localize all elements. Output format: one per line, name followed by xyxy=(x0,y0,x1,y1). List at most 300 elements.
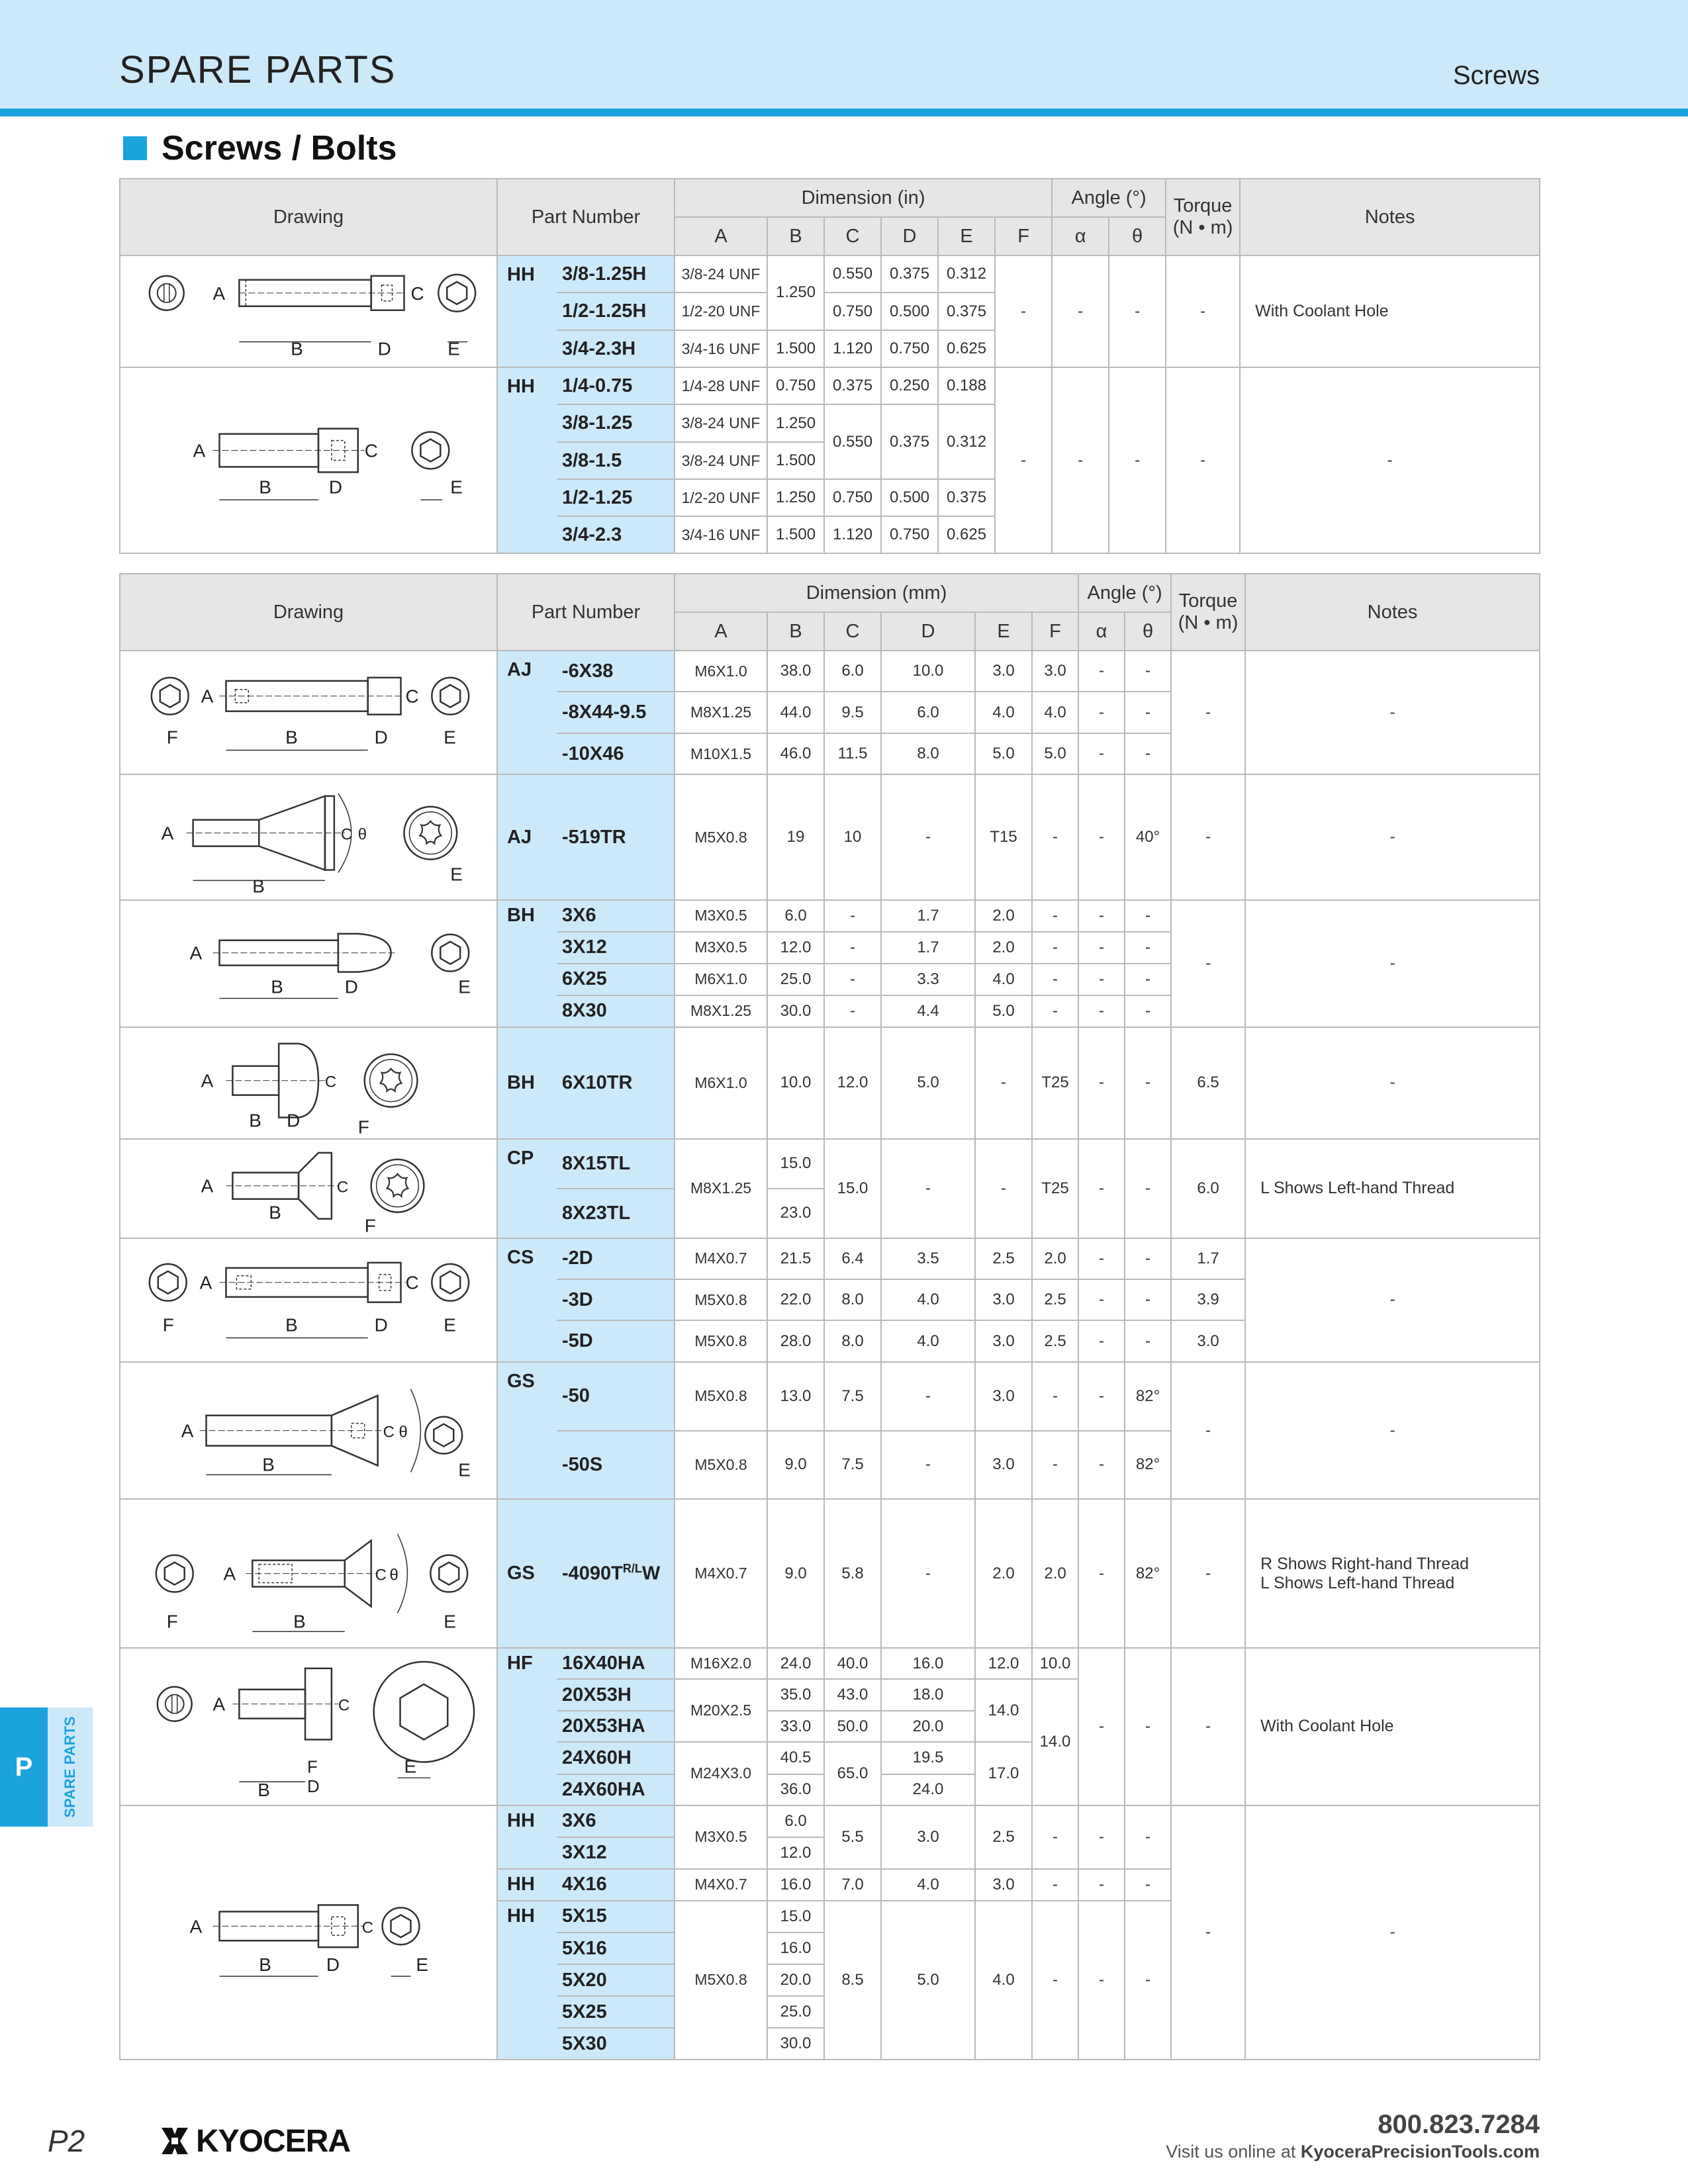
cell-d: 4.0 xyxy=(881,1320,975,1361)
cell-alpha: - xyxy=(1078,651,1125,692)
prefix-label: BH xyxy=(497,900,557,1027)
footer-phone[interactable]: 800.823.7284 xyxy=(1378,2110,1540,2139)
cell-d: 10.0 xyxy=(881,651,975,692)
svg-text:B: B xyxy=(285,727,298,748)
cell-torque: - xyxy=(1171,1362,1245,1499)
cell-torque: - xyxy=(1171,1648,1245,1805)
cell-notes: - xyxy=(1245,1027,1540,1139)
cell-notes: - xyxy=(1245,651,1540,774)
cell-b: 25.0 xyxy=(767,964,824,995)
part-number: 24X60HA xyxy=(557,1774,675,1805)
svg-text:A: A xyxy=(201,1070,214,1091)
cell-e: - xyxy=(975,1027,1032,1139)
side-tab-label: SPARE PARTS xyxy=(62,1716,78,1818)
cell-a: M6X1.0 xyxy=(675,964,767,995)
drawing-hh-inch xyxy=(120,367,497,553)
cell-notes: With Coolant Hole xyxy=(1245,1648,1540,1805)
gs-4090-drawing xyxy=(120,1500,496,1647)
part-number: 5X20 xyxy=(557,1964,675,1996)
part-number: 8X23TL xyxy=(557,1189,675,1238)
table-row xyxy=(120,255,1540,293)
inch-dimension-table xyxy=(119,178,1540,554)
cs-screw-drawing xyxy=(120,1239,496,1361)
side-tab-letter: P xyxy=(0,1707,48,1827)
cell-d: 0.375 xyxy=(881,255,938,293)
svg-text:C: C xyxy=(338,1697,350,1715)
svg-text:B: B xyxy=(258,1780,270,1801)
part-number: -8X44-9.5 xyxy=(557,692,675,733)
svg-text:E: E xyxy=(450,477,463,498)
cell-f: 3.0 xyxy=(1032,651,1078,692)
cell-e: 3.0 xyxy=(975,651,1032,692)
hh-socket-screw-drawing xyxy=(120,368,496,553)
svg-text:C: C xyxy=(361,1918,373,1936)
drawing-gs-countersunk xyxy=(120,1362,497,1499)
cell-f: 4.0 xyxy=(1032,692,1078,733)
svg-text:B: B xyxy=(293,1611,306,1632)
cell-a: 3/4-16 UNF xyxy=(675,330,767,367)
cell-e: 0.625 xyxy=(938,330,995,367)
prefix-label: HH xyxy=(497,1901,557,2060)
part-number: 3/4-2.3 xyxy=(557,516,675,553)
cell-c: - xyxy=(824,995,881,1027)
svg-text:F: F xyxy=(307,1758,318,1777)
cell-d: 1.7 xyxy=(881,900,975,932)
cell-theta: - xyxy=(1109,367,1166,553)
svg-text:F: F xyxy=(357,1116,369,1138)
part-number: 1/2-1.25 xyxy=(557,479,675,516)
cell-f: T25 xyxy=(1032,1139,1078,1238)
svg-text:E: E xyxy=(450,864,463,885)
col-dimension-mm: Dimension (mm) xyxy=(675,574,1078,612)
col-f: F xyxy=(995,217,1052,255)
cell-d: 20.0 xyxy=(881,1711,975,1742)
cell-e: 3.0 xyxy=(975,1362,1032,1431)
footer-web xyxy=(1166,2142,1540,2162)
cell-alpha: - xyxy=(1052,255,1109,367)
cell-a: M8X1.25 xyxy=(675,995,767,1027)
table-row xyxy=(120,1805,1540,1837)
cell-f: 10.0 xyxy=(1032,1648,1078,1679)
part-number: 16X40HA xyxy=(557,1648,675,1679)
cell-alpha: - xyxy=(1078,1805,1125,1869)
svg-text:E: E xyxy=(416,1954,429,1975)
svg-text:F: F xyxy=(166,1611,178,1632)
svg-text:θ: θ xyxy=(389,1566,399,1584)
cell-d: - xyxy=(881,1431,975,1500)
cell-d: 0.250 xyxy=(881,367,938,404)
svg-text:B: B xyxy=(291,338,303,359)
cp-clamp-screw-drawing xyxy=(120,1140,496,1237)
cell-f: 2.5 xyxy=(1032,1320,1078,1361)
part-number: 6X25 xyxy=(557,964,675,995)
svg-text:θ: θ xyxy=(357,825,367,844)
cell-theta: - xyxy=(1125,932,1171,964)
cell-notes: - xyxy=(1245,1362,1540,1499)
cell-e: 3.0 xyxy=(975,1869,1032,1901)
cell-a: M4X0.7 xyxy=(675,1869,767,1901)
table-row xyxy=(120,651,1540,692)
cell-notes: - xyxy=(1245,1238,1540,1362)
cell-c: 0.550 xyxy=(824,255,881,293)
cell-a: M6X1.0 xyxy=(675,1027,767,1139)
cell-c: 7.0 xyxy=(824,1869,881,1901)
cell-b: 30.0 xyxy=(767,2028,824,2060)
cell-c: - xyxy=(824,900,881,932)
page-number: P2 xyxy=(48,2124,85,2158)
col-torque: Torque (N • m) xyxy=(1166,179,1240,255)
svg-text:B: B xyxy=(259,477,271,498)
cell-c: 5.8 xyxy=(824,1499,881,1648)
cell-d: 0.750 xyxy=(881,330,938,367)
svg-text:D: D xyxy=(374,1314,388,1336)
svg-text:F: F xyxy=(364,1215,376,1236)
prefix-label: GS xyxy=(497,1362,557,1499)
cell-theta: - xyxy=(1125,1320,1171,1361)
col-part-number: Part Number xyxy=(497,574,675,651)
cell-theta: - xyxy=(1125,733,1171,774)
cell-d: - xyxy=(881,774,975,899)
cell-c: 0.375 xyxy=(824,367,881,404)
cell-a: M6X1.0 xyxy=(675,651,767,692)
cell-a: M3X0.5 xyxy=(675,900,767,932)
cell-b: 46.0 xyxy=(767,733,824,774)
cell-b: 20.0 xyxy=(767,1964,824,1996)
cell-torque: - xyxy=(1171,1499,1245,1648)
drawing-gs-4090 xyxy=(120,1499,497,1648)
part-number: 3/8-1.25H xyxy=(557,255,675,293)
cell-alpha: - xyxy=(1078,1901,1125,2060)
svg-text:A: A xyxy=(189,942,203,964)
prefix-label: BH xyxy=(497,1027,557,1139)
cell-e: 3.0 xyxy=(975,1279,1032,1320)
cell-alpha: - xyxy=(1078,964,1125,995)
part-number: 3/4-2.3H xyxy=(557,330,675,367)
cell-c: 12.0 xyxy=(824,1027,881,1139)
cell-a: 3/8-24 UNF xyxy=(675,255,767,293)
cell-c: 9.5 xyxy=(824,692,881,733)
col-notes: Notes xyxy=(1245,574,1540,651)
cell-c: - xyxy=(824,964,881,995)
kyocera-logo xyxy=(159,2124,350,2158)
cell-torque: 6.0 xyxy=(1171,1139,1245,1238)
cell-d: 18.0 xyxy=(881,1679,975,1711)
svg-text:E: E xyxy=(444,727,456,748)
kyocera-mark-icon xyxy=(159,2125,191,2157)
cell-d: - xyxy=(881,1362,975,1431)
svg-text:A: A xyxy=(199,1272,212,1293)
svg-text:D: D xyxy=(287,1110,301,1131)
drawing-hh-socket-mm xyxy=(120,1805,497,2060)
cell-theta: - xyxy=(1125,1805,1171,1869)
cell-f: - xyxy=(1032,1869,1078,1901)
svg-text:C: C xyxy=(324,1073,337,1091)
cell-theta: - xyxy=(1125,964,1171,995)
cell-c: 8.5 xyxy=(824,1901,881,2060)
cell-c: 5.5 xyxy=(824,1805,881,1869)
aj-countersunk-drawing xyxy=(120,775,496,899)
svg-text:A: A xyxy=(189,1915,203,1936)
section-side-tab[interactable] xyxy=(0,1707,93,1827)
prefix-label: AJ xyxy=(497,651,557,774)
drawing-aj-countersunk xyxy=(120,774,497,899)
cell-d: 1.7 xyxy=(881,932,975,964)
cell-d: 0.750 xyxy=(881,516,938,553)
part-number: -10X46 xyxy=(557,733,675,774)
col-alpha: α xyxy=(1078,612,1125,651)
part-number: -2D xyxy=(557,1238,675,1279)
drawing-aj-set-screw xyxy=(120,651,497,774)
cell-d: 0.500 xyxy=(881,479,938,516)
cell-e: 0.375 xyxy=(938,293,995,330)
cell-f: T25 xyxy=(1032,1027,1078,1139)
part-number: -3D xyxy=(557,1279,675,1320)
part-number: 3/8-1.25 xyxy=(557,404,675,442)
svg-text:D: D xyxy=(307,1778,320,1797)
part-number: 3X12 xyxy=(557,932,675,964)
cell-c: 6.0 xyxy=(824,651,881,692)
part-number: 5X15 xyxy=(557,1901,675,1933)
hh-coolant-screw-drawing xyxy=(120,256,496,367)
side-tab-label-box xyxy=(48,1707,93,1827)
part-number: 24X60H xyxy=(557,1742,675,1774)
svg-text:C: C xyxy=(405,1272,419,1293)
cell-d: 3.3 xyxy=(881,964,975,995)
cell-b: 13.0 xyxy=(767,1362,824,1431)
cell-alpha: - xyxy=(1078,1648,1125,1805)
cell-f: 2.5 xyxy=(1032,1279,1078,1320)
cell-a: M8X1.25 xyxy=(675,1139,767,1238)
cell-notes: - xyxy=(1245,774,1540,899)
cell-theta: 40° xyxy=(1125,774,1171,899)
cell-a: M4X0.7 xyxy=(675,1238,767,1279)
cell-c: 1.120 xyxy=(824,516,881,553)
cell-e: 2.0 xyxy=(975,932,1032,964)
table-row xyxy=(120,1139,1540,1189)
col-part-number: Part Number xyxy=(497,179,675,255)
cell-alpha: - xyxy=(1078,995,1125,1027)
cell-d: 19.5 xyxy=(881,1742,975,1774)
svg-text:C: C xyxy=(340,825,353,844)
svg-text:C: C xyxy=(405,686,419,707)
cell-e: 4.0 xyxy=(975,964,1032,995)
cell-alpha: - xyxy=(1052,367,1109,553)
cell-e: 12.0 xyxy=(975,1648,1032,1679)
part-number: -519TR xyxy=(557,774,675,899)
cell-c: 10 xyxy=(824,774,881,899)
col-torque: Torque (N • m) xyxy=(1171,574,1245,651)
svg-text:D: D xyxy=(326,1954,340,1975)
cell-torque: - xyxy=(1171,1805,1245,2060)
svg-text:E: E xyxy=(458,1459,471,1480)
part-number: 20X53HA xyxy=(557,1711,675,1742)
cell-b: 35.0 xyxy=(767,1679,824,1711)
table-row xyxy=(120,900,1540,932)
part-number: 8X15TL xyxy=(557,1139,675,1189)
part-number: 3X12 xyxy=(557,1837,675,1869)
cell-theta: 82° xyxy=(1125,1431,1171,1500)
part-number: 5X25 xyxy=(557,1996,675,2028)
table-row xyxy=(120,774,1540,899)
cell-c: 6.4 xyxy=(824,1238,881,1279)
svg-text:A: A xyxy=(212,283,226,304)
col-angle: Angle (°) xyxy=(1052,179,1166,217)
cell-notes: - xyxy=(1240,367,1540,553)
prefix-label: CP xyxy=(497,1139,557,1238)
cell-b: 1.250 xyxy=(767,479,824,516)
svg-text:θ: θ xyxy=(399,1423,408,1441)
cell-a: 1/2-20 UNF xyxy=(675,293,767,330)
cell-e: 4.0 xyxy=(975,1901,1032,2060)
col-e: E xyxy=(975,612,1032,651)
svg-text:B: B xyxy=(259,1954,271,1975)
table-row xyxy=(120,367,1540,404)
svg-text:B: B xyxy=(269,1202,281,1223)
cell-a: M5X0.8 xyxy=(675,1320,767,1361)
prefix-label: CS xyxy=(497,1238,557,1362)
cell-theta: - xyxy=(1125,651,1171,692)
part-number: 5X30 xyxy=(557,2028,675,2060)
drawing-hh-coolant xyxy=(120,255,497,367)
cell-b: 22.0 xyxy=(767,1279,824,1320)
cell-d: 0.375 xyxy=(881,404,938,479)
svg-text:D: D xyxy=(374,727,388,748)
cell-torque: - xyxy=(1171,900,1245,1027)
part-number: 5X16 xyxy=(557,1933,675,1964)
cell-theta: - xyxy=(1125,995,1171,1027)
cell-b: 36.0 xyxy=(767,1774,824,1805)
prefix-label: HH xyxy=(497,255,557,367)
col-e: E xyxy=(938,217,995,255)
cell-f: 2.0 xyxy=(1032,1238,1078,1279)
cell-b: 9.0 xyxy=(767,1431,824,1500)
svg-text:A: A xyxy=(161,823,174,844)
svg-text:D: D xyxy=(328,477,343,498)
page-header-title: SPARE PARTS xyxy=(119,48,397,91)
part-number: 3/8-1.5 xyxy=(557,442,675,479)
cell-theta: - xyxy=(1125,900,1171,932)
col-f: F xyxy=(1032,612,1078,651)
part-number: 20X53H xyxy=(557,1679,675,1711)
col-angle: Angle (°) xyxy=(1078,574,1171,612)
cell-b: 19 xyxy=(767,774,824,899)
drawing-cp-clamp xyxy=(120,1139,497,1238)
hf-flange-drawing xyxy=(120,1649,496,1804)
part-number-end: W xyxy=(641,1563,661,1585)
cell-f: 14.0 xyxy=(1032,1679,1078,1805)
svg-text:D: D xyxy=(344,976,358,997)
cell-notes: With Coolant Hole xyxy=(1240,255,1540,367)
svg-text:E: E xyxy=(444,1314,456,1336)
svg-text:C: C xyxy=(383,1423,395,1441)
cell-f: - xyxy=(1032,1901,1078,2060)
cell-c: 15.0 xyxy=(824,1139,881,1238)
cell-b: 1.250 xyxy=(767,255,824,330)
cell-b: 10.0 xyxy=(767,1027,824,1139)
cell-theta: - xyxy=(1125,1139,1171,1238)
cell-f: - xyxy=(1032,1431,1078,1500)
cell-d: 0.500 xyxy=(881,293,938,330)
cell-a: M10X1.5 xyxy=(675,733,767,774)
cell-f: - xyxy=(1032,1805,1078,1869)
svg-text:B: B xyxy=(262,1454,275,1475)
aj-screw-drawing xyxy=(120,651,496,774)
cell-b: 25.0 xyxy=(767,1996,824,2028)
cell-theta: - xyxy=(1125,1238,1171,1279)
cell-b: 1.500 xyxy=(767,516,824,553)
cell-f: - xyxy=(1032,1362,1078,1431)
cell-theta: - xyxy=(1125,1901,1171,2060)
cell-b: 1.250 xyxy=(767,404,824,442)
cell-e: 4.0 xyxy=(975,692,1032,733)
cell-notes xyxy=(1245,1499,1540,1648)
cell-alpha: - xyxy=(1078,900,1125,932)
cell-a: M5X0.8 xyxy=(675,774,767,899)
cell-c: 0.550 xyxy=(824,404,881,479)
cell-c: 50.0 xyxy=(824,1711,881,1742)
prefix-label: HH xyxy=(497,367,557,553)
col-c: C xyxy=(824,612,881,651)
cell-alpha: - xyxy=(1078,1499,1125,1648)
cell-b: 33.0 xyxy=(767,1711,824,1742)
cell-alpha: - xyxy=(1078,1279,1125,1320)
cell-d: 16.0 xyxy=(881,1648,975,1679)
cell-e: 14.0 xyxy=(975,1679,1032,1742)
cell-d: 5.0 xyxy=(881,1901,975,2060)
drawing-bh-button-head xyxy=(120,900,497,1027)
cell-a: M3X0.5 xyxy=(675,932,767,964)
cell-c: - xyxy=(824,932,881,964)
cell-e: 2.0 xyxy=(975,900,1032,932)
part-number: 6X10TR xyxy=(557,1027,675,1139)
svg-text:C: C xyxy=(364,440,378,461)
cell-c: 8.0 xyxy=(824,1279,881,1320)
col-drawing: Drawing xyxy=(120,574,497,651)
cell-a: 3/8-24 UNF xyxy=(675,442,767,479)
cell-alpha: - xyxy=(1078,1027,1125,1139)
svg-text:E: E xyxy=(458,976,471,997)
cell-e: 0.625 xyxy=(938,516,995,553)
col-dimension-in: Dimension (in) xyxy=(675,179,1052,217)
footer-web-prefix: Visit us online at xyxy=(1166,2142,1296,2161)
cell-alpha: - xyxy=(1078,1320,1125,1361)
cell-e: 5.0 xyxy=(975,995,1032,1027)
cell-a: M5X0.8 xyxy=(675,1431,767,1500)
cell-c: 43.0 xyxy=(824,1679,881,1711)
col-b: B xyxy=(767,612,824,651)
part-number: -50 xyxy=(557,1362,675,1431)
drawing-bh-torx xyxy=(120,1027,497,1139)
part-number-4090 xyxy=(557,1499,675,1648)
col-theta: θ xyxy=(1125,612,1171,651)
cell-a: M8X1.25 xyxy=(675,692,767,733)
cell-d: 4.4 xyxy=(881,995,975,1027)
cell-e: 5.0 xyxy=(975,733,1032,774)
cell-b: 0.750 xyxy=(767,367,824,404)
prefix-label: HF xyxy=(497,1648,557,1805)
footer-web-link[interactable]: KyoceraPrecisionTools.com xyxy=(1300,2142,1540,2161)
cell-torque: - xyxy=(1171,651,1245,774)
cell-torque: 6.5 xyxy=(1171,1027,1245,1139)
cell-b: 16.0 xyxy=(767,1933,824,1964)
part-number: -50S xyxy=(557,1431,675,1500)
cell-a: M5X0.8 xyxy=(675,1362,767,1431)
mm-dimension-table xyxy=(119,573,1540,2060)
cell-theta: 82° xyxy=(1125,1362,1171,1431)
cell-b: 28.0 xyxy=(767,1320,824,1361)
cell-torque: - xyxy=(1171,774,1245,899)
cell-theta: - xyxy=(1125,1027,1171,1139)
